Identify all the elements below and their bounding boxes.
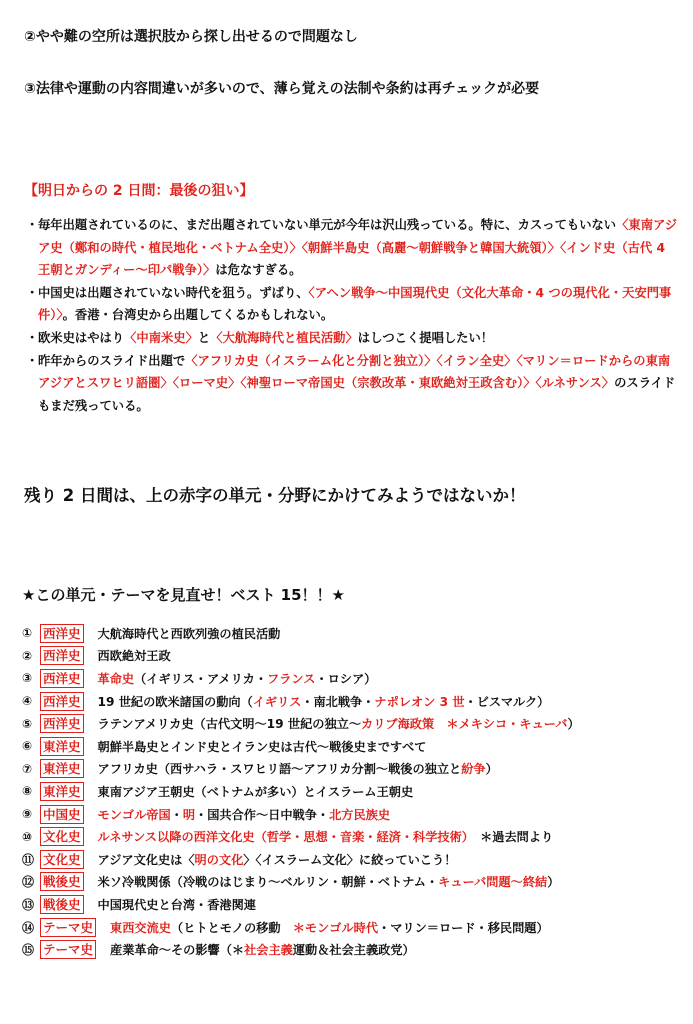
bullet-item — [24, 214, 679, 282]
category-tag: 東洋史 — [40, 759, 84, 778]
section-heading: 【明日からの 2 日間：最後の狙い】 — [24, 183, 254, 199]
category-tag: 西洋史 — [40, 692, 84, 711]
highlight-text: 革命史 — [97, 671, 135, 686]
ranking-row — [22, 690, 682, 713]
note-line-2: ②やや難の空所は選択肢から探し出せるので問題なし — [24, 29, 358, 45]
ranking-row — [22, 871, 682, 894]
body-text: 産業革命～その影響（＊ — [110, 943, 245, 958]
body-text: （イギリス・アメリカ・ — [134, 671, 268, 686]
body-text: は危なすぎる。 — [215, 263, 302, 278]
highlight-text: 〈アフリカ史（イスラーム化と分割と独立）〉〈イラン全史〉〈マリン＝ロードからの東南アジアとスワヒリ語圏〉〈ローマ史〉〈神聖ローマ帝国史（宗教改革・東欧絶対王政含む）〉〈ルネサンス〉 — [38, 353, 671, 391]
rank-description — [110, 941, 415, 958]
body-text: 欧米史はやはり — [38, 330, 125, 345]
body-text: ＊過去問より — [467, 830, 554, 845]
body-text: はしつこく提唱したい！ — [357, 330, 494, 345]
bullet-item — [24, 350, 679, 418]
highlight-text: 明の文化 — [194, 852, 244, 867]
bullet-item — [24, 282, 679, 327]
highlight-text: ルネサンス以降の西洋文化史（哲学・思想・音楽・経済・科学技術） — [97, 830, 468, 845]
body-text: 中国史は出題されていない時代を狙う。ずばり、 — [38, 285, 309, 300]
body-text: ・ロシア） — [315, 671, 377, 686]
rank-number: ③ — [22, 671, 33, 686]
rank-number: ⑤ — [22, 716, 33, 731]
highlight-text: フランス — [267, 671, 316, 686]
highlight-text: カリブ海政策 — [361, 717, 435, 732]
ranking-row — [22, 916, 682, 939]
rank-number: ⑨ — [22, 807, 33, 822]
body-text — [434, 717, 446, 731]
category-tag: 文化史 — [40, 850, 84, 869]
category-tag: 東洋史 — [40, 737, 84, 756]
rank-description — [98, 715, 580, 732]
ranking-row — [22, 667, 682, 690]
rank-number: ① — [22, 626, 33, 641]
highlight-text: モンゴル帝国 — [97, 807, 171, 822]
rank-description — [98, 806, 391, 823]
body-text: （ヒトとモノの移動 — [170, 920, 293, 935]
rank-description — [98, 851, 457, 868]
body-text: ・国共合作～日中戦争・ — [195, 807, 330, 822]
body-text: ラテンアメリカ史（古代文明～19 世紀の独立～ — [97, 717, 362, 732]
rank-number: ⑧ — [22, 784, 33, 799]
body-text: 〉〈イスラーム文化〉に絞っていこう！ — [243, 852, 457, 867]
ranking-row — [22, 758, 682, 781]
conclusion-line: 残り 2 日間は、上の赤字の単元・分野にかけてみようではないか！ — [24, 486, 526, 505]
body-text: 19 世紀の欧米諸国の動向（ — [97, 694, 253, 709]
body-text: ・南北戦争・ — [301, 694, 375, 709]
bullet-marker: ・ — [26, 330, 39, 345]
body-text: 東南アジア王朝史（ベトナムが多い）とイスラーム王朝史 — [97, 784, 414, 799]
body-text: 昨年からのスライド出題で — [38, 353, 186, 368]
body-text: 朝鮮半島史とインド史とイラン史は古代～戦後史まですべて — [97, 739, 427, 754]
category-tag: テーマ史 — [40, 940, 96, 959]
body-text: ） — [547, 875, 560, 890]
body-text: 毎年出題されているのに、まだ出題されていない単元が今年は沢山残っている。特に、カスってもいない — [38, 218, 617, 232]
category-tag: 西洋史 — [40, 624, 84, 643]
body-text: ・ — [170, 807, 183, 822]
highlight-text: 紛争 — [461, 762, 486, 777]
rank-number: ⑪ — [22, 852, 35, 867]
ranking-row — [22, 645, 682, 668]
category-tag: 戦後史 — [40, 872, 84, 891]
rank-number: ⑮ — [22, 943, 35, 958]
highlight-text: ＊モンゴル時代 — [292, 920, 379, 935]
highlight-text: 明 — [182, 807, 196, 822]
rank-description — [110, 919, 549, 936]
body-text: ・マリン＝ロード・移民問題） — [378, 920, 549, 935]
bullet-marker: ・ — [26, 285, 39, 300]
rank-description — [98, 647, 171, 664]
note-line-3: ③法律や運動の内容間違いが多いので、薄ら覚えの法制や条約は再チェックが必要 — [24, 81, 540, 97]
ranking-row — [22, 780, 682, 803]
rank-number: ⑭ — [22, 920, 35, 935]
rank-description — [98, 873, 560, 890]
body-text: アジア文化史は〈 — [97, 852, 195, 867]
highlight-text: キューバ問題～終結 — [438, 875, 548, 890]
highlight-text: ナポレオン 3 世 — [374, 694, 465, 709]
body-text: ） — [485, 762, 498, 777]
rank-description — [98, 670, 377, 687]
rank-number: ④ — [22, 694, 33, 709]
category-tag: 西洋史 — [40, 646, 84, 665]
highlight-text: 〈アヘン戦争～中国現代史（文化大革命・4 つの現代化・天安門事件）〉 — [38, 285, 672, 323]
rank-number: ⑩ — [22, 829, 33, 844]
category-tag: 西洋史 — [40, 669, 84, 688]
rank-description — [98, 760, 498, 777]
highlight-text: 〈東南アジア史（鄭和の時代・植民地化・ベトナム全史）〉〈朝鮮半島史（高麗～朝鮮戦争と韓国大統領）〉〈インド史（古代 4 王朝とガンディー～印パ戦争）〉 — [38, 218, 678, 278]
highlight-text: 〈中南米史〉 — [124, 330, 198, 345]
ranking-row — [22, 938, 682, 961]
bullet-marker: ・ — [26, 353, 39, 368]
bullet-item — [24, 327, 679, 350]
body-text: 中国現代史と台湾・香港関連 — [97, 897, 256, 912]
ranking-row — [22, 893, 682, 916]
highlight-text: ＊メキシコ・キューバ — [446, 717, 568, 732]
highlight-text: イギリス — [252, 694, 302, 709]
best-15-title: ★この単元・テーマを見直せ！ベスト 15！！★ — [22, 586, 345, 604]
ranking-row — [22, 803, 682, 826]
body-text: ） — [567, 717, 580, 732]
category-tag: 東洋史 — [40, 782, 84, 801]
body-text: 運動＆社会主義政党） — [292, 943, 415, 958]
body-text: 。香港・台湾史から出題してくるかもしれない。 — [62, 308, 334, 323]
rank-description — [98, 693, 550, 710]
ranking-list — [22, 622, 682, 961]
ranking-row — [22, 848, 682, 871]
highlight-text: 東西交流史 — [110, 920, 171, 935]
body-text: アフリカ史（西サハラ・スワヒリ語～アフリカ分割～戦後の独立と — [97, 762, 462, 777]
category-tag: 中国史 — [40, 805, 84, 824]
highlight-text: 北方民族史 — [329, 807, 391, 822]
category-tag: テーマ史 — [40, 918, 96, 937]
ranking-row — [22, 712, 682, 735]
rank-description — [98, 625, 281, 642]
category-tag: 西洋史 — [40, 714, 84, 733]
bullet-marker: ・ — [26, 218, 39, 232]
ranking-row — [22, 622, 682, 645]
ranking-row — [22, 825, 682, 848]
body-text: のスライドもまだ残っている。 — [38, 376, 676, 413]
rank-description — [98, 783, 414, 800]
highlight-text: 社会主義 — [244, 943, 293, 958]
rank-description — [98, 738, 427, 755]
rank-number: ⑦ — [22, 761, 33, 776]
rank-number: ⑫ — [22, 875, 35, 890]
body-text: 米ソ冷戦関係（冷戦のはじまり～ベルリン・朝鮮・ベトナム・ — [97, 875, 439, 890]
body-text: ・ビスマルク） — [464, 694, 550, 709]
highlight-text: 〈大航海時代と植民活動〉 — [210, 330, 358, 345]
ranking-row — [22, 735, 682, 758]
rank-description — [98, 896, 256, 913]
rank-number: ② — [22, 648, 33, 663]
bullet-list — [24, 214, 679, 417]
rank-description — [98, 828, 554, 845]
body-text: と — [197, 330, 211, 345]
category-tag: 文化史 — [40, 827, 84, 846]
rank-number: ⑥ — [22, 739, 33, 754]
body-text: 西欧絶対王政 — [97, 649, 171, 664]
rank-number: ⑬ — [22, 897, 35, 912]
body-text: 大航海時代と西欧列強の植民活動 — [97, 626, 281, 641]
category-tag: 戦後史 — [40, 895, 84, 914]
